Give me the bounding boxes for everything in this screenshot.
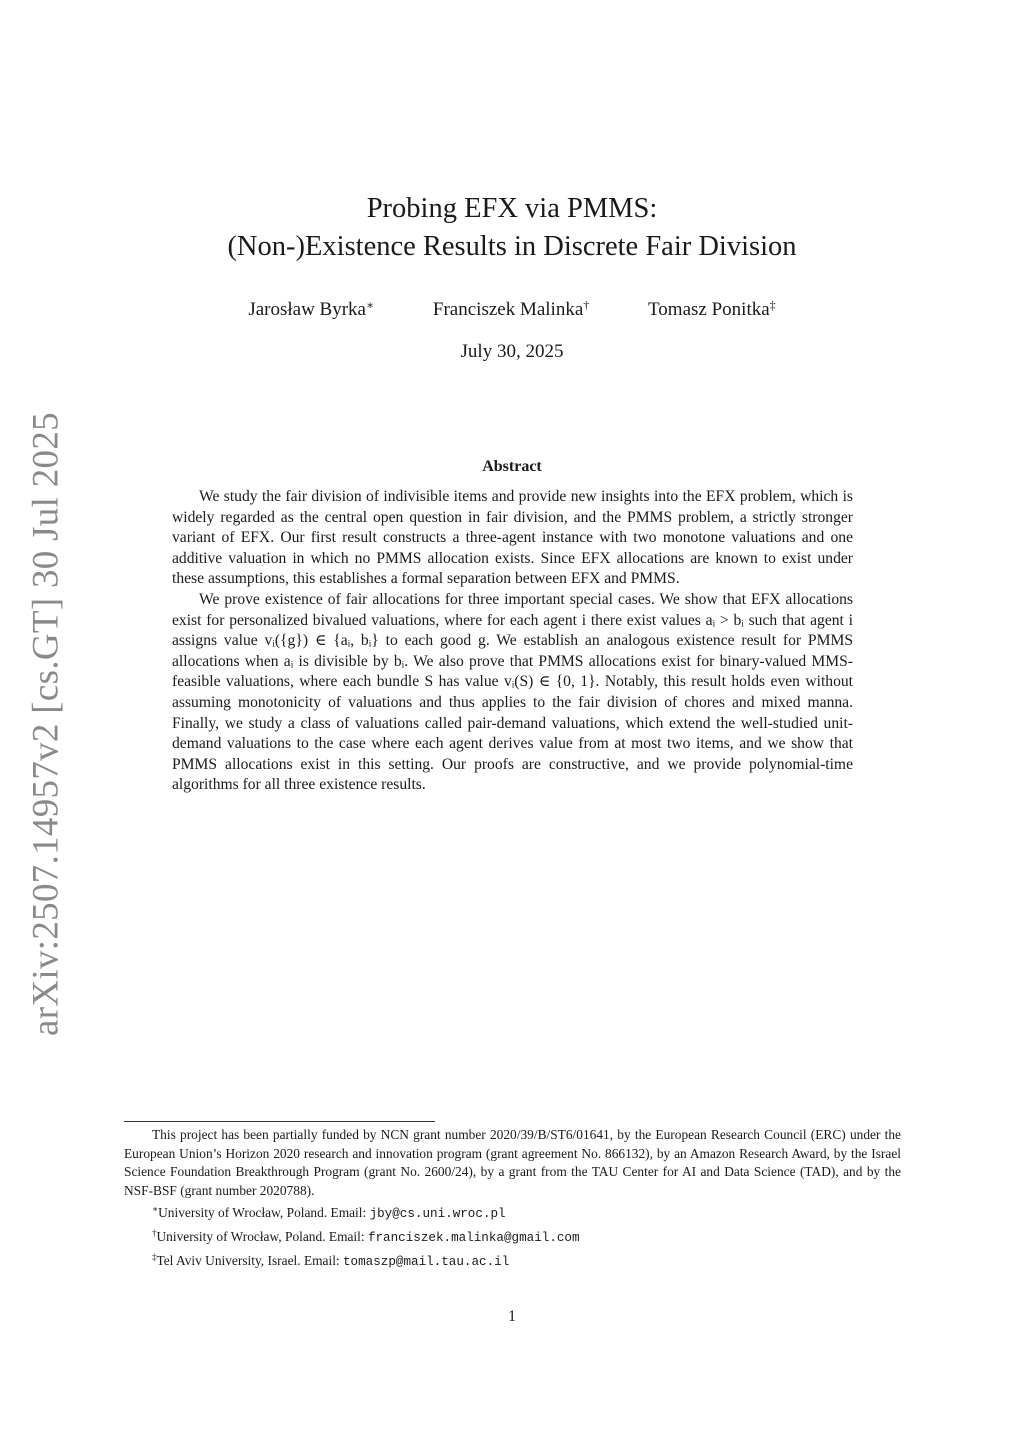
author-byrka [248,298,374,321]
author-name: Jarosław Byrka [248,299,366,320]
title-line-2: (Non-)Existence Results in Discrete Fair Division [227,231,797,262]
footnote-mark: ‡ [152,1251,157,1262]
footnote-mark: † [152,1227,157,1238]
email-address: franciszek.malinka@gmail.com [367,1230,580,1245]
funding-footnote: This project has been partially funded by NCN grant number 2020/39/B/ST6/01641, by the European Research Council (ERC) under the European Union’s Horizon 2020 research and innovation program (grant agreement No. 866132), by an Amazon Research Award, by the Israel Science Foundation Breakthrough Program (grant No. 2600/24), by a grant from the TAU Center for AI and Data Science (TAD), and by the NSF-BSF (grant number 2020788). [124,1127,901,1198]
abstract-paragraph-1: We study the fair division of indivisible items and provide new insights into the EFX problem, which is widely regarded as the central open question in fair division, and the PMMS problem, a strictly stronger variant of EFX. Our first result constructs a three-agent instance with two monotone valuations and one additive valuation in which no PMMS allocation exists. Since EFX allocations are known to exist under these assumptions, this establishes a formal separation between EFX and PMMS. [172,488,853,588]
author-name: Franciszek Malinka [432,299,584,320]
paper-title [0,190,1024,266]
arxiv-identifier: arXiv:2507.14957v2 [cs.GT] 30 Jul 2025 [25,412,67,1036]
abstract-paragraph-2: We prove existence of fair allocations for three important special cases. We show that EFX allocations exist for personalized bivalued valuations, where for each agent i there exist values aᵢ > bᵢ such that agent i assigns value vᵢ({g}) ∈ {aᵢ, bᵢ} to each good g. We establish an analogous existence result for PMMS allocations when aᵢ is divisible by bᵢ. We also prove that PMMS allocations exist for binary-valued MMS-feasible valuations, where each bundle S has value vᵢ(S) ∈ {0, 1}. Notably, this result holds even without assuming monotonicity of valuations and thus applies to the fair division of chores and mixed manna. Finally, we study a class of valuations called pair-demand valuations, which extend the well-studied unit-demand valuations to the case where each agent derives value from at most two items, and we show that PMMS allocations exist in this setting. Our proofs are constructive, and we provide polynomial-time algorithms for all three existence results. [172,590,853,794]
affiliation-footnote-2 [124,1224,901,1248]
author-ponitka [648,298,776,321]
affiliation-text: University of Wrocław, Poland. Email: [156,1228,368,1244]
email-address: jby@cs.uni.wroc.pl [369,1207,506,1222]
publication-date: July 30, 2025 [460,341,564,362]
abstract-heading: Abstract [482,458,542,475]
footnote-mark: ‡ [769,298,776,312]
email-address: tomaszp@mail.tau.ac.il [343,1254,510,1269]
footnote-mark: ∗ [366,298,375,312]
author-name: Tomasz Ponitka [648,299,770,320]
footnote-mark: † [583,298,590,312]
title-line-1: Probing EFX via PMMS: [366,193,658,224]
affiliation-text: University of Wrocław, Poland. Email: [158,1205,370,1221]
footnotes [124,1126,901,1271]
footnote-rule [124,1121,435,1122]
page-number: 1 [508,1308,516,1325]
abstract-body [172,487,853,796]
author-malinka [433,298,589,321]
affiliation-footnote-3 [124,1248,901,1272]
affiliation-footnote-1 [124,1200,901,1224]
affiliation-text: Tel Aviv University, Israel. Email: [156,1252,343,1268]
footnote-mark: ∗ [152,1204,159,1215]
author-list [0,298,1024,321]
